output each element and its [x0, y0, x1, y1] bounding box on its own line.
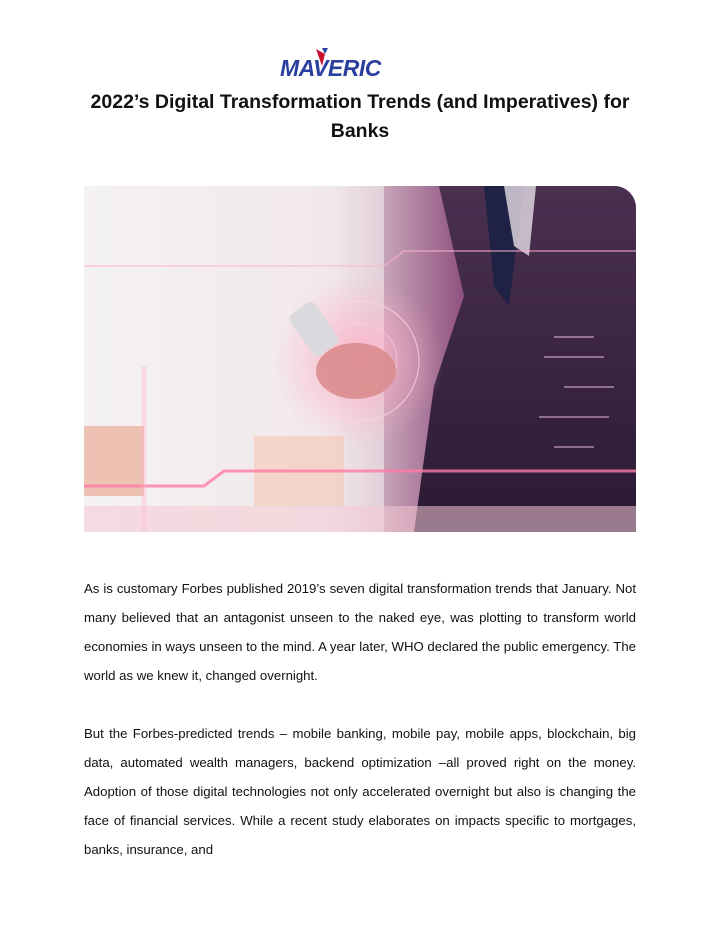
logo-wordmark: MAVERIC [280, 55, 381, 80]
maveric-logo [278, 44, 386, 80]
maveric-logo-mark [278, 44, 386, 80]
paragraph-2: But the Forbes-predicted trends – mobile banking, mobile pay, mobile apps, blockchain, big data, automated wealth managers, backend optimization –all proved right on the money. Adoption of those digital technologies not only accelerated overnight but also is changing the face of financial services. While a recent study elaborates on impacts specific to mortgages, banks, insurance, and [84, 726, 636, 857]
hero-image [84, 186, 636, 532]
paragraph-1: As is customary Forbes published 2019’s seven digital transformation trends that January. Not many believed that an antagonist unseen to the naked eye, was plotting to transform world economies in ways unseen to the mind. A year later, WHO declared the public emergency. The world as we knew it, changed overnight. [84, 581, 636, 683]
article-body [84, 574, 636, 864]
page-title: 2022’s Digital Transformation Trends (and Imperatives) for Banks [90, 91, 630, 142]
